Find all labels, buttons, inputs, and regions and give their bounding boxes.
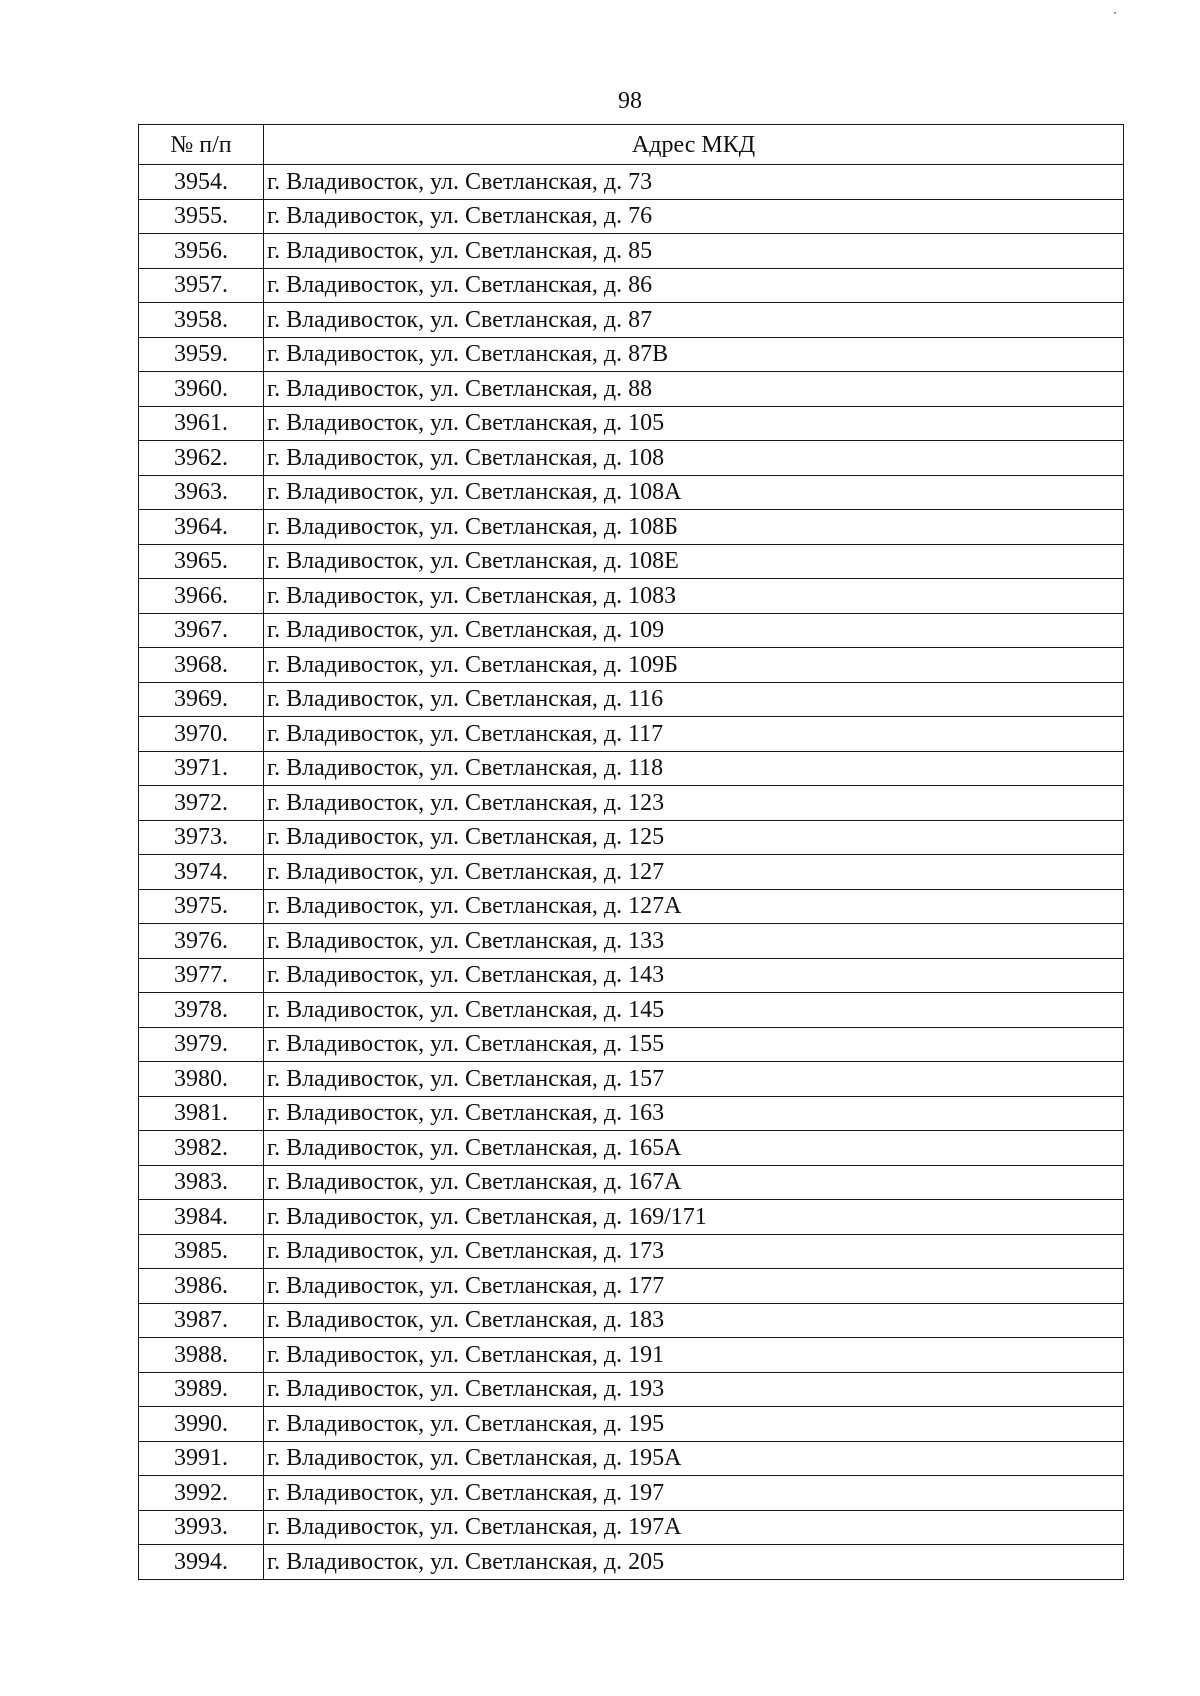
row-address: г. Владивосток, ул. Светланская, д. 108Б	[264, 510, 1124, 545]
table-row	[139, 1441, 1124, 1476]
row-number: 3981.	[139, 1096, 264, 1131]
table-row	[139, 958, 1124, 993]
row-number: 3957.	[139, 268, 264, 303]
row-number: 3982.	[139, 1131, 264, 1166]
row-number: 3973.	[139, 820, 264, 855]
table-row	[139, 924, 1124, 959]
row-address: г. Владивосток, ул. Светланская, д. 116	[264, 682, 1124, 717]
row-address: г. Владивосток, ул. Светланская, д. 205	[264, 1545, 1124, 1580]
row-address: г. Владивосток, ул. Светланская, д. 125	[264, 820, 1124, 855]
row-number: 3980.	[139, 1062, 264, 1097]
row-number: 3965.	[139, 544, 264, 579]
row-number: 3961.	[139, 406, 264, 441]
table-row	[139, 1338, 1124, 1373]
table-row	[139, 1234, 1124, 1269]
table-row	[139, 544, 1124, 579]
row-number: 3986.	[139, 1269, 264, 1304]
table-row	[139, 268, 1124, 303]
row-number: 3960.	[139, 372, 264, 407]
row-number: 3963.	[139, 475, 264, 510]
row-number: 3971.	[139, 751, 264, 786]
table-row	[139, 1303, 1124, 1338]
table-row	[139, 1096, 1124, 1131]
table-row	[139, 510, 1124, 545]
row-address: г. Владивосток, ул. Светланская, д. 85	[264, 234, 1124, 269]
row-address: г. Владивосток, ул. Светланская, д. 76	[264, 199, 1124, 234]
row-number: 3970.	[139, 717, 264, 752]
row-number: 3962.	[139, 441, 264, 476]
row-address: г. Владивосток, ул. Светланская, д. 88	[264, 372, 1124, 407]
header-address: Адрес МКД	[264, 125, 1124, 165]
table-row	[139, 1200, 1124, 1235]
row-number: 3964.	[139, 510, 264, 545]
table-row	[139, 993, 1124, 1028]
row-address: г. Владивосток, ул. Светланская, д. 108З	[264, 579, 1124, 614]
row-number: 3988.	[139, 1338, 264, 1373]
row-address: г. Владивосток, ул. Светланская, д. 165А	[264, 1131, 1124, 1166]
row-number: 3983.	[139, 1165, 264, 1200]
row-number: 3969.	[139, 682, 264, 717]
table-row	[139, 579, 1124, 614]
row-number: 3987.	[139, 1303, 264, 1338]
scan-dot	[1114, 12, 1116, 14]
row-address: г. Владивосток, ул. Светланская, д. 183	[264, 1303, 1124, 1338]
row-address: г. Владивосток, ул. Светланская, д. 195А	[264, 1441, 1124, 1476]
table-row	[139, 1510, 1124, 1545]
table-row	[139, 199, 1124, 234]
row-address: г. Владивосток, ул. Светланская, д. 143	[264, 958, 1124, 993]
row-address: г. Владивосток, ул. Светланская, д. 167А	[264, 1165, 1124, 1200]
row-number: 3984.	[139, 1200, 264, 1235]
row-number: 3975.	[139, 889, 264, 924]
row-address: г. Владивосток, ул. Светланская, д. 123	[264, 786, 1124, 821]
page-number: 98	[618, 88, 642, 114]
table-row	[139, 165, 1124, 200]
table-row	[139, 475, 1124, 510]
table-body	[139, 165, 1124, 1580]
table-row	[139, 613, 1124, 648]
table-row	[139, 717, 1124, 752]
table-row	[139, 1545, 1124, 1580]
row-number: 3978.	[139, 993, 264, 1028]
row-address: г. Владивосток, ул. Светланская, д. 117	[264, 717, 1124, 752]
table-row	[139, 855, 1124, 890]
row-address: г. Владивосток, ул. Светланская, д. 109	[264, 613, 1124, 648]
row-number: 3989.	[139, 1372, 264, 1407]
table-row	[139, 372, 1124, 407]
table-row	[139, 648, 1124, 683]
row-number: 3958.	[139, 303, 264, 338]
row-number: 3993.	[139, 1510, 264, 1545]
row-number: 3974.	[139, 855, 264, 890]
row-number: 3990.	[139, 1407, 264, 1442]
row-number: 3979.	[139, 1027, 264, 1062]
table-row	[139, 303, 1124, 338]
row-number: 3954.	[139, 165, 264, 200]
table-row	[139, 1372, 1124, 1407]
row-address: г. Владивосток, ул. Светланская, д. 105	[264, 406, 1124, 441]
table-row	[139, 820, 1124, 855]
table-row	[139, 1165, 1124, 1200]
row-address: г. Владивосток, ул. Светланская, д. 73	[264, 165, 1124, 200]
table-row	[139, 337, 1124, 372]
row-address: г. Владивосток, ул. Светланская, д. 155	[264, 1027, 1124, 1062]
row-address: г. Владивосток, ул. Светланская, д. 173	[264, 1234, 1124, 1269]
row-address: г. Владивосток, ул. Светланская, д. 163	[264, 1096, 1124, 1131]
row-number: 3994.	[139, 1545, 264, 1580]
row-address: г. Владивосток, ул. Светланская, д. 86	[264, 268, 1124, 303]
table-row	[139, 441, 1124, 476]
row-address: г. Владивосток, ул. Светланская, д. 108Е	[264, 544, 1124, 579]
table-row	[139, 234, 1124, 269]
table-row	[139, 786, 1124, 821]
row-number: 3985.	[139, 1234, 264, 1269]
row-address: г. Владивосток, ул. Светланская, д. 118	[264, 751, 1124, 786]
row-number: 3972.	[139, 786, 264, 821]
table-row	[139, 751, 1124, 786]
row-number: 3966.	[139, 579, 264, 614]
row-number: 3991.	[139, 1441, 264, 1476]
row-address: г. Владивосток, ул. Светланская, д. 87	[264, 303, 1124, 338]
table-row	[139, 406, 1124, 441]
row-number: 3992.	[139, 1476, 264, 1511]
row-number: 3968.	[139, 648, 264, 683]
row-address: г. Владивосток, ул. Светланская, д. 87В	[264, 337, 1124, 372]
row-number: 3967.	[139, 613, 264, 648]
row-address: г. Владивосток, ул. Светланская, д. 127А	[264, 889, 1124, 924]
row-address: г. Владивосток, ул. Светланская, д. 127	[264, 855, 1124, 890]
table-row	[139, 1407, 1124, 1442]
row-address: г. Владивосток, ул. Светланская, д. 169/171	[264, 1200, 1124, 1235]
table-row	[139, 682, 1124, 717]
row-number: 3955.	[139, 199, 264, 234]
row-number: 3959.	[139, 337, 264, 372]
row-address: г. Владивосток, ул. Светланская, д. 195	[264, 1407, 1124, 1442]
row-address: г. Владивосток, ул. Светланская, д. 197А	[264, 1510, 1124, 1545]
table-row	[139, 1269, 1124, 1304]
row-address: г. Владивосток, ул. Светланская, д. 145	[264, 993, 1124, 1028]
row-address: г. Владивосток, ул. Светланская, д. 108	[264, 441, 1124, 476]
row-address: г. Владивосток, ул. Светланская, д. 133	[264, 924, 1124, 959]
row-address: г. Владивосток, ул. Светланская, д. 109Б	[264, 648, 1124, 683]
row-number: 3976.	[139, 924, 264, 959]
row-address: г. Владивосток, ул. Светланская, д. 157	[264, 1062, 1124, 1097]
table-header-row	[139, 125, 1124, 165]
address-table	[138, 124, 1124, 1580]
row-address: г. Владивосток, ул. Светланская, д. 108А	[264, 475, 1124, 510]
table-row	[139, 889, 1124, 924]
table-row	[139, 1062, 1124, 1097]
table-row	[139, 1027, 1124, 1062]
header-num: № п/п	[139, 125, 264, 165]
row-number: 3977.	[139, 958, 264, 993]
row-address: г. Владивосток, ул. Светланская, д. 193	[264, 1372, 1124, 1407]
row-address: г. Владивосток, ул. Светланская, д. 191	[264, 1338, 1124, 1373]
table-row	[139, 1476, 1124, 1511]
table-row	[139, 1131, 1124, 1166]
row-address: г. Владивосток, ул. Светланская, д. 197	[264, 1476, 1124, 1511]
row-number: 3956.	[139, 234, 264, 269]
row-address: г. Владивосток, ул. Светланская, д. 177	[264, 1269, 1124, 1304]
